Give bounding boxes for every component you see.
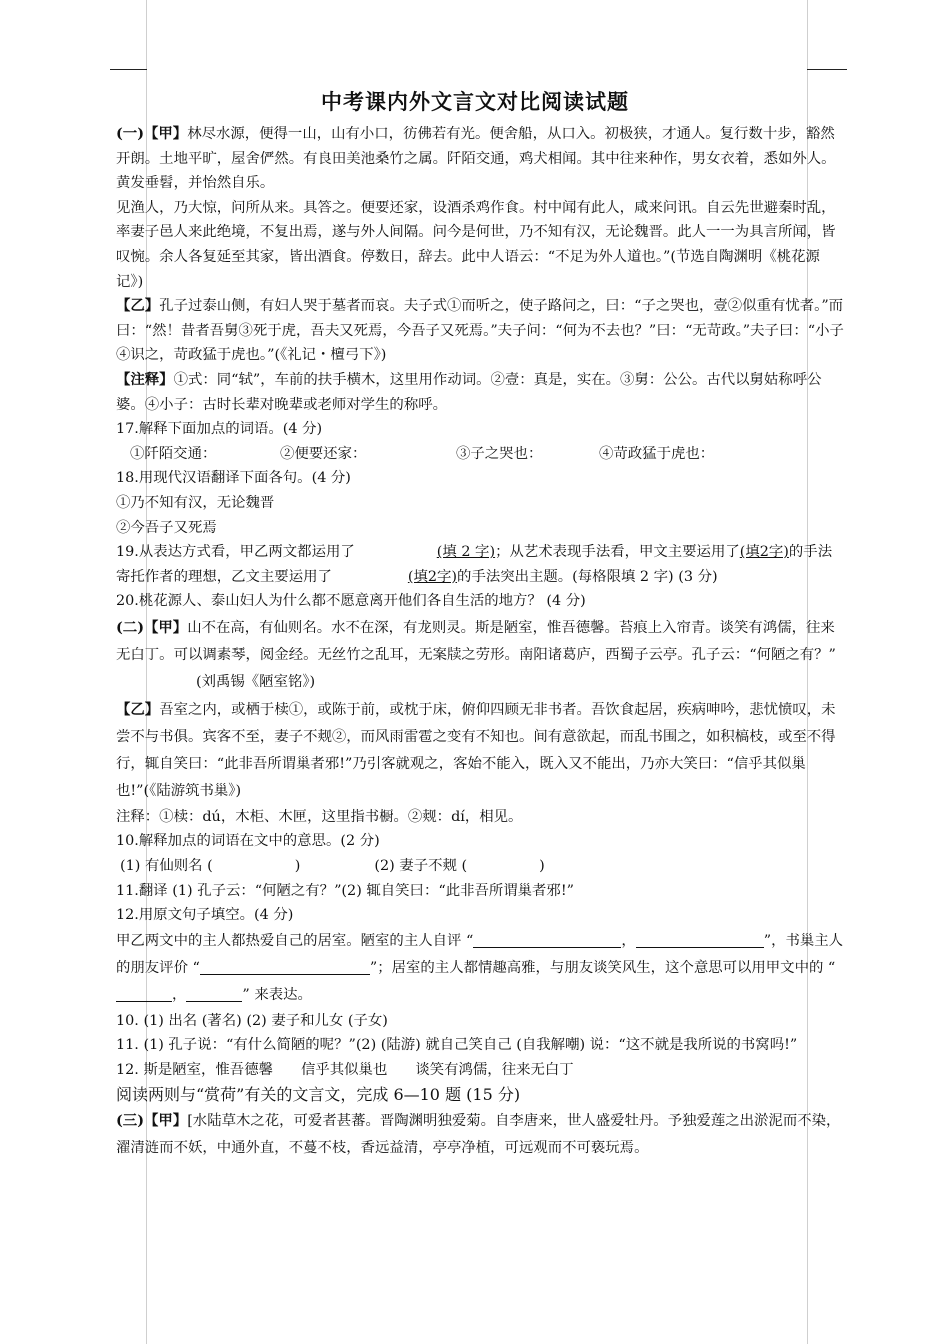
- s2-jia-para: [116, 614, 844, 696]
- s2-jia-label: (二)【甲】: [116, 618, 188, 636]
- q18-prompt: 18.用现代汉语翻译下面各句。(4 分): [116, 470, 351, 487]
- q12-blank-4[interactable]: [116, 985, 172, 1002]
- q11-prompt: 11.翻译 (1) 孔子云：“何陋之有？”(2) 辄自笑曰：“此非吾所谓巢者邪!”: [116, 882, 574, 899]
- s2-yi-label: 【乙】: [116, 700, 160, 718]
- q19-text-1: 19.从表达方式看，甲乙两文都运用了: [116, 544, 355, 561]
- q19-text-4: 的手法突出主题。(每格限填 2 字) (3 分): [457, 568, 718, 585]
- q12-text-3: ”；居室的主人都情趣高雅，与朋友谈笑风生，这个意思可以用甲文中的 “: [369, 959, 836, 976]
- s1-yi-label: 【乙】: [116, 297, 160, 315]
- q10-item-1: (1) 有仙则名 (: [120, 858, 213, 875]
- q12-text-4: ” 来表达。: [242, 986, 312, 1003]
- q10-prompt: 10.解释加点的词语在文中的意思。(2 分): [116, 833, 380, 850]
- q17-prompt: 17.解释下面加点的词语。(4 分): [116, 421, 323, 438]
- s3-jia-para: [116, 1107, 844, 1162]
- q17-item-1: ①阡陌交通：: [130, 445, 217, 462]
- s2-notes: 注释：①椟：dú，木柜、木匣，这里指书橱。②觌：dí，相见。: [116, 808, 523, 825]
- s1-yi-para: [116, 294, 844, 368]
- s2-yi-text: 吾室之内，或栖于椟①，或陈于前，或枕于床，俯仰四顾无非书者。吾饮食起居，疾病呻吟，悲忧愤叹，未尝不与书俱。宾客不至，妻子不觌②，而风雨雷雹之变有不知也。间有意欲起，而乱书围之，如积槁枝，或至不得行，辄自笑曰：“此非吾所谓巢者邪!”乃引客就观之，客始不能入，既入又不能出，乃亦大笑曰：“信乎其似巢也!”(《陆游筑书巢》): [116, 701, 836, 799]
- s1-notes-label: 【注释】: [116, 370, 174, 388]
- q10-item-1-close: ): [294, 858, 301, 875]
- q12-prompt: 12.用原文句子填空。(4 分): [116, 907, 294, 924]
- q19-text-3: 的手法寄托作者的理想，乙文主要运用了: [116, 544, 833, 585]
- q10-item-2-close: ): [539, 858, 545, 875]
- s1-yi-text: 孔子过泰山侧，有妇人哭于墓者而哀。夫子式①而听之，使子路问之，曰：“子之哭也，壹②似重有忧者。”而曰：“然！昔者吾舅③死于虎，吾夫又死焉，今吾子又死焉。”夫子问：“何为不去也？”曰：“无苛政。”夫子曰：“小子④识之，苛政猛于虎也。”(《礼记・檀弓下》): [116, 298, 844, 364]
- s1-jia-para-1: [116, 122, 844, 196]
- answer-12: [116, 1058, 844, 1083]
- q17-item-2: ②便要还家：: [280, 445, 367, 462]
- answer-10: 10. (1) 出名 (著名) (2) 妻子和儿女 (子女): [116, 1012, 388, 1029]
- s2-jia-source: (刘禹锡《陋室铭》): [196, 673, 316, 690]
- page-title: 中考课内外文言文对比阅读试题: [321, 89, 629, 114]
- q12-text-1: 甲乙两文中的主人都热爱自己的居室。陋室的主人自评 “: [116, 932, 474, 949]
- s2-yi-para: [116, 696, 844, 805]
- q12-comma: ，: [621, 932, 636, 949]
- s1-jia-label: (一)【甲】: [116, 125, 188, 142]
- q12-blank-2[interactable]: [636, 931, 764, 948]
- q18-item-1: ①乃不知有汉，无论魏晋: [116, 494, 275, 511]
- q12-blank-1[interactable]: [473, 931, 621, 948]
- q12-comma-2: ，: [172, 986, 187, 1003]
- q17-item-3: ③子之哭也：: [456, 445, 543, 462]
- q19-blank-3[interactable]: (填2字): [407, 568, 458, 585]
- q19-prompt: [116, 540, 844, 589]
- s1-notes-text: ①式：同“轼”，车前的扶手横木，这里用作动词。②壹：真是，实在。③舅：公公。古代以舅姑称呼公婆。④小子：古时长辈对晚辈或老师对学生的称呼。: [116, 371, 822, 413]
- q12-text-2: ”，书巢主人的朋友评价 “: [116, 932, 844, 976]
- q12-blank-5[interactable]: [186, 985, 242, 1002]
- q17-item-4: ④苛政猛于虎也：: [599, 445, 715, 462]
- q20-prompt: 20.桃花源人、泰山妇人为什么都不愿意离开他们各自生活的地方？ (4 分): [116, 593, 586, 610]
- s2-jia-text: 山不在高，有仙则名。水不在深，有龙则灵。斯是陋室，惟吾德馨。苔痕上入帘青。谈笑有鸿儒，往来无白丁。可以调素琴，阅金经。无丝竹之乱耳，无案牍之劳形。南阳诸葛庐，西蜀子云亭。孔子云：“何陋之有？”: [116, 619, 836, 663]
- document-body: [116, 122, 844, 1162]
- answer-11: 11. (1) 孔子说：“有什么简陋的呢？”(2) (陆游) 就自己笑自己 (自我解嘲) 说：“这不就是我所说的书窝吗!”: [116, 1037, 798, 1054]
- s1-notes: [116, 368, 844, 417]
- s3-jia-label: (三)【甲】: [116, 1112, 188, 1130]
- q12-body: [116, 928, 844, 1009]
- header-rule-right: [807, 69, 847, 70]
- q19-blank-1[interactable]: (填 2 字): [436, 544, 496, 561]
- q10-items: [116, 854, 844, 879]
- q18-item-2: ②今吾子又死焉: [116, 519, 217, 536]
- s1-jia-para-2: 见渔人，乃大惊，问所从来。具答之。便要还家，设酒杀鸡作食。村中闻有此人，咸来问讯。自云先世避秦时乱，率妻子邑人来此绝境，不复出焉，遂与外人间隔。问今是何世，乃不知有汉，无论魏晋。此人一一为具言所闻，皆叹惋。余人各复延至其家，皆出酒食。停数日，辞去。此中人语云：“不足为外人道也。”(节选自陶渊明《桃花源记》): [116, 199, 836, 290]
- q19-text-2: ；从艺术表现手法看，甲文主要运用了: [495, 544, 740, 561]
- q17-items: [116, 442, 844, 467]
- q12-blank-3[interactable]: [200, 958, 370, 975]
- s3-jia-text: [水陆草木之花，可爱者甚蕃。晋陶渊明独爱菊。自李唐来，世人盛爱牡丹。予独爱莲之出淤泥而不染，濯清涟而不妖，中通外直，不蔓不枝，香远益清，亭亭净植，可远观而不可亵玩焉。: [116, 1113, 841, 1157]
- q19-blank-2[interactable]: (填2字): [739, 544, 789, 561]
- q10-item-2: (2) 妻子不觌 (: [374, 858, 468, 875]
- answer-12-c: 谈笑有鸿儒，往来无白丁: [415, 1062, 574, 1079]
- answer-12-b: 信乎其似巢也: [300, 1062, 388, 1079]
- answer-12-a: 12. 斯是陋室，惟吾德馨: [116, 1062, 273, 1079]
- s3-intro: 阅读两则与“赏荷”有关的文言文，完成 6—10 题 (15 分): [116, 1084, 521, 1104]
- s1-jia-text-1: 林尽水源，便得一山，山有小口，彷佛若有光。便舍船，从口入。初极狭，才通人。复行数十步，豁然开朗。土地平旷，屋舍俨然。有良田美池桑竹之属。阡陌交通，鸡犬相闻。其中往来种作，男女衣着，悉如外人。黄发垂髫，并怡然自乐。: [116, 126, 836, 192]
- header-rule-left: [110, 69, 147, 70]
